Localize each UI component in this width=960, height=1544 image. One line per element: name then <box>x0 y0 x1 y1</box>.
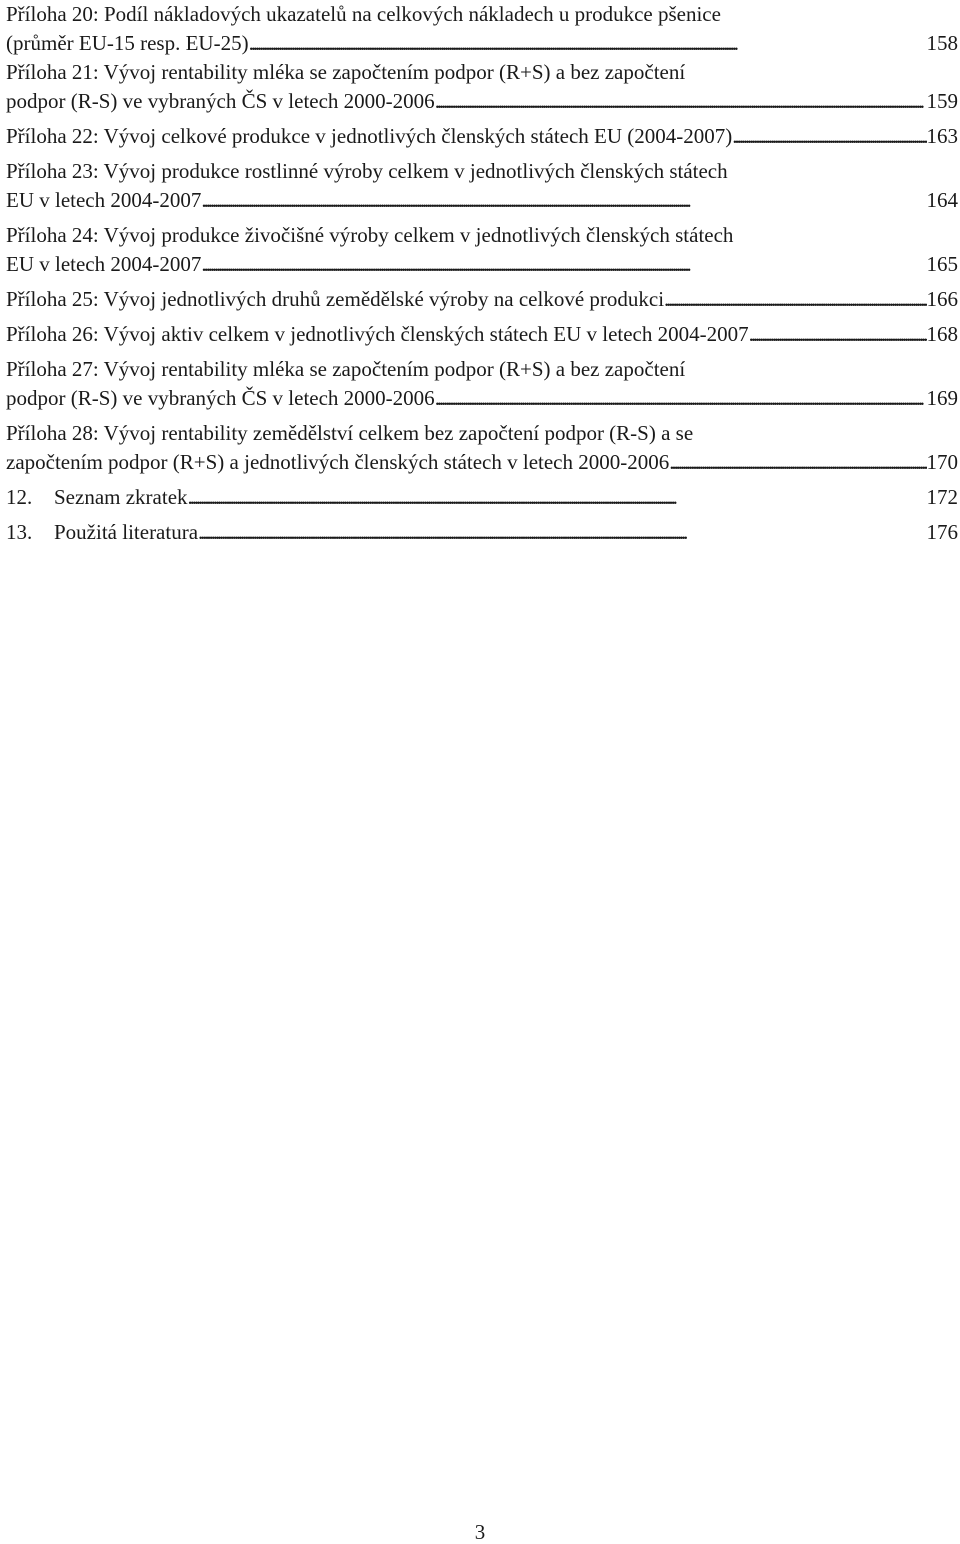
toc-entry-title-line1: Příloha 24: Vývoj produkce živočišné výroby celkem v jednotlivých členských státech <box>6 223 734 247</box>
toc-entry-title-line2 <box>6 250 958 279</box>
dot-leader <box>201 186 926 215</box>
dot-leader <box>201 250 926 279</box>
toc-entry-title-end: EU v letech 2004-2007 <box>6 252 202 276</box>
toc-section-number: 13. <box>6 520 33 544</box>
toc-entry-title-line2 <box>6 384 958 413</box>
toc-entry-title: Příloha 22: Vývoj celkové produkce v jednotlivých členských státech EU (2004-2007) <box>6 124 733 148</box>
toc-entry-page: 166 <box>926 287 958 311</box>
toc-entry-title: Seznam zkratek <box>54 485 188 509</box>
toc-entry-priloha-25[interactable] <box>6 285 958 314</box>
toc-entry-page: 169 <box>926 386 958 410</box>
toc-entry-priloha-24[interactable] <box>6 221 958 279</box>
table-of-contents <box>6 0 958 553</box>
toc-entry-title-end: podpor (R-S) ve vybraných ČS v letech 2000-2006 <box>6 386 435 410</box>
toc-entry-page: 168 <box>926 322 958 346</box>
toc-entry-title: Příloha 26: Vývoj aktiv celkem v jednotlivých členských státech EU v letech 2004-2007 <box>6 322 749 346</box>
toc-entry-title-end: EU v letech 2004-2007 <box>6 188 202 212</box>
dot-leader <box>669 448 926 477</box>
toc-entry-title-line2 <box>6 87 958 116</box>
toc-entry-title-line <box>6 483 958 512</box>
dot-leader <box>732 122 926 151</box>
toc-entry-priloha-27[interactable] <box>6 355 958 413</box>
toc-entry-page: 170 <box>926 450 958 474</box>
toc-entry-title-line2 <box>6 448 958 477</box>
toc-entry-title-wrap <box>6 483 188 512</box>
toc-entry-title-line <box>6 122 958 151</box>
toc-entry-title: Příloha 25: Vývoj jednotlivých druhů zemědělské výroby na celkové produkci <box>6 287 665 311</box>
toc-entry-priloha-23[interactable] <box>6 157 958 215</box>
toc-section-number: 12. <box>6 485 33 509</box>
toc-entry-title: Použitá literatura <box>54 520 199 544</box>
dot-leader <box>435 87 927 116</box>
toc-entry-title-line1: Příloha 20: Podíl nákladových ukazatelů na celkových nákladech u produkce pšenice <box>6 2 721 26</box>
toc-entry-seznam-zkratek[interactable] <box>6 483 958 512</box>
dot-leader <box>664 285 926 314</box>
toc-entry-title-line <box>6 518 958 547</box>
toc-entry-title-end: započtením podpor (R+S) a jednotlivých členských státech v letech 2000-2006 <box>6 450 670 474</box>
toc-entry-title-line2 <box>6 29 958 58</box>
toc-entry-title-wrap <box>6 518 198 547</box>
dot-leader <box>749 320 927 349</box>
toc-entry-title-line1: Příloha 21: Vývoj rentability mléka se započtením podpor (R+S) a bez započtení <box>6 60 686 84</box>
toc-entry-title-line1: Příloha 27: Vývoj rentability mléka se započtením podpor (R+S) a bez započtení <box>6 357 686 381</box>
toc-entry-title-line2 <box>6 186 958 215</box>
toc-entry-title-line <box>6 320 958 349</box>
dot-leader <box>188 483 927 512</box>
toc-entry-title-line1: Příloha 23: Vývoj produkce rostlinné výroby celkem v jednotlivých členských státech <box>6 159 728 183</box>
toc-entry-page: 159 <box>926 89 958 113</box>
toc-entry-priloha-28[interactable] <box>6 419 958 477</box>
toc-entry-page: 158 <box>926 31 958 55</box>
toc-entry-title-end: (průměr EU-15 resp. EU-25) <box>6 31 249 55</box>
toc-entry-priloha-21[interactable] <box>6 58 958 116</box>
toc-entry-page: 164 <box>926 188 958 212</box>
toc-entry-pouzita-literatura[interactable] <box>6 518 958 547</box>
page-number: 3 <box>474 1520 486 1544</box>
toc-entry-page: 172 <box>926 485 958 509</box>
toc-entry-page: 176 <box>926 520 958 544</box>
toc-entry-priloha-26[interactable] <box>6 320 958 349</box>
toc-entry-title-line <box>6 285 958 314</box>
toc-entry-title-end: podpor (R-S) ve vybraných ČS v letech 2000-2006 <box>6 89 435 113</box>
toc-entry-page: 165 <box>926 252 958 276</box>
dot-leader <box>249 29 927 58</box>
dot-leader <box>435 384 927 413</box>
toc-entry-priloha-20[interactable] <box>6 0 958 58</box>
toc-entry-page: 163 <box>926 124 958 148</box>
toc-entry-title-line1: Příloha 28: Vývoj rentability zemědělství celkem bez započtení podpor (R-S) a se <box>6 421 694 445</box>
toc-entry-priloha-22[interactable] <box>6 122 958 151</box>
dot-leader <box>198 518 926 547</box>
